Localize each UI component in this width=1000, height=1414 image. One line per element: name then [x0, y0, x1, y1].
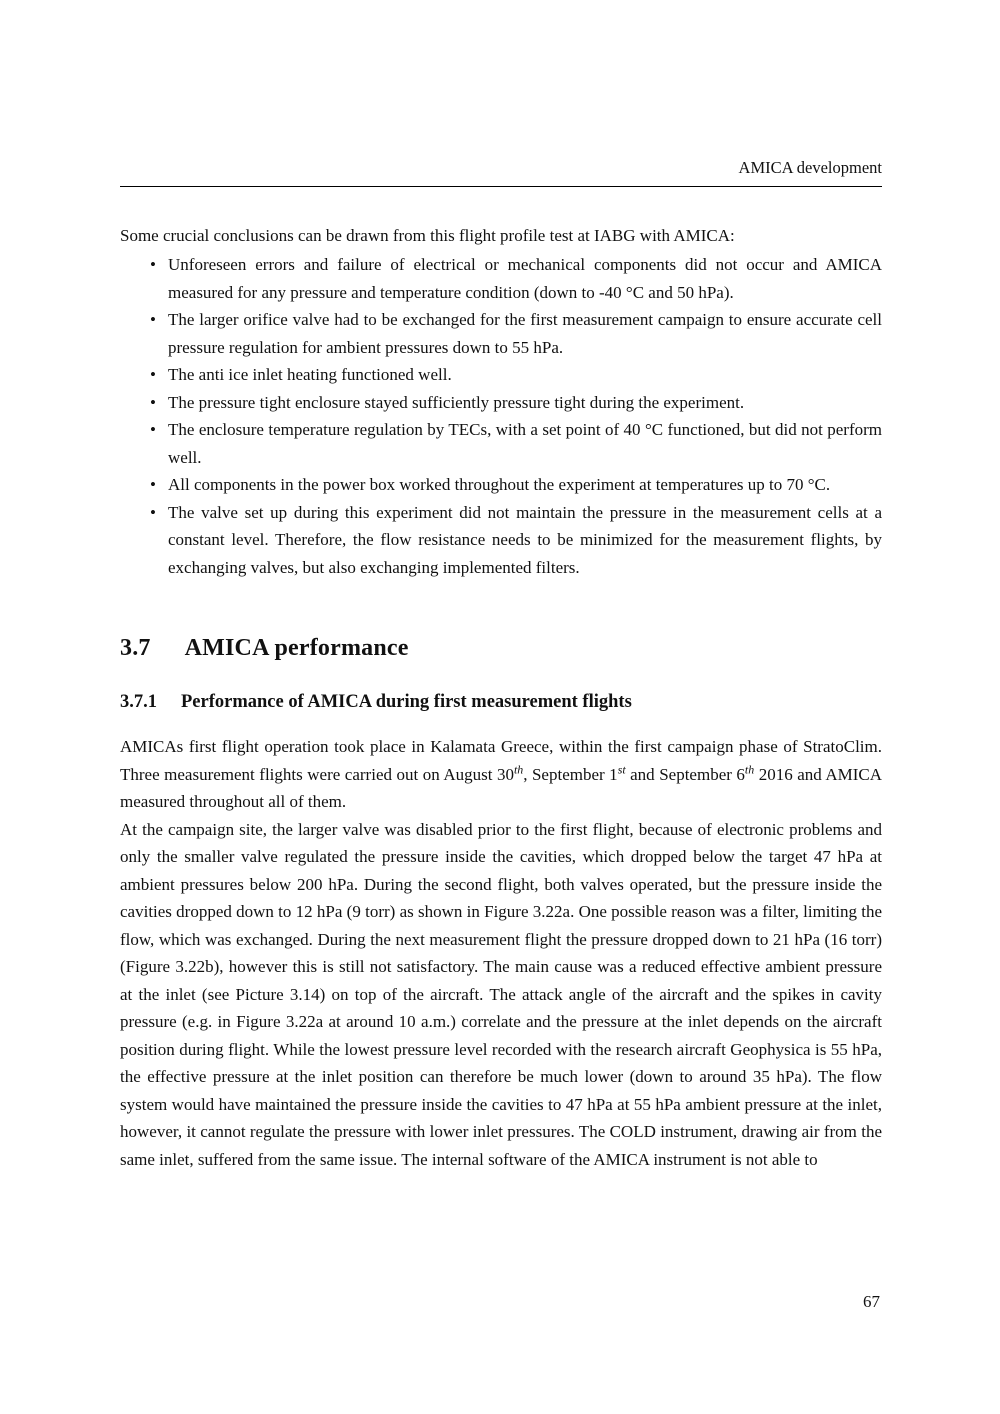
- bullet-item: • The larger orifice valve had to be exchanged for the first measurement campaign to ensure accurate cell pressure regulation for ambient pressures down to 55 hPa.: [120, 306, 882, 361]
- section-heading: [120, 635, 882, 662]
- page-number: 67: [863, 1292, 880, 1311]
- paragraph-first-flights: [120, 733, 882, 816]
- bullet-item: • The pressure tight enclosure stayed sufficiently pressure tight during the experiment.: [120, 389, 882, 417]
- subsection-number: 3.7.1: [120, 692, 157, 713]
- conclusions-list: [120, 251, 882, 581]
- intro-paragraph: Some crucial conclusions can be drawn from this flight profile test at IABG with AMICA:: [120, 225, 735, 245]
- text-segment: and September 6: [625, 764, 745, 784]
- section-title: AMICA performance: [184, 635, 409, 662]
- bullet-item: • All components in the power box worked throughout the experiment at temperatures up to 70 °C.: [120, 471, 882, 499]
- header-rule: [120, 186, 882, 187]
- bullet-item: • Unforeseen errors and failure of electrical or mechanical components did not occur and AMICA measured for any pressure and temperature condition (down to -40 °C and 50 hPa).: [120, 251, 882, 306]
- text-segment: AMICAs first flight operation took place in Kalamata Greece, within the first campaign phase of StratoClim. Three measurement flights were carried out on August 30: [120, 737, 882, 784]
- subsection-title: Performance of AMICA during first measurement flights: [181, 692, 632, 713]
- text-segment: 2016 and AMICA measured throughout all of them.: [120, 764, 882, 812]
- text-segment: , September 1: [523, 764, 618, 784]
- superscript: st: [617, 762, 626, 777]
- bullet-item: • The enclosure temperature regulation by TECs, with a set point of 40 °C functioned, but did not perform well.: [120, 416, 882, 471]
- bullet-item: • The valve set up during this experiment did not maintain the pressure in the measurement cells at a constant level. Therefore, the flow resistance needs to be minimized for the measurement flights, by exchanging valves, but also exchanging implemented filters.: [120, 499, 882, 582]
- running-header: [120, 158, 882, 178]
- superscript: th: [513, 762, 524, 777]
- subsection-heading: [120, 692, 882, 713]
- bullet-item: • The anti ice inlet heating functioned well.: [120, 361, 882, 389]
- section-number: 3.7: [120, 635, 151, 662]
- paragraph-campaign-site: At the campaign site, the larger valve was disabled prior to the first flight, because of electronic problems and only the smaller valve regulated the pressure inside the cavities, which dropped below the target 47 hPa at ambient pressures below 200 hPa. During the second flight, both valves operated, but the pressure inside the cavities dropped down to 12 hPa (9 torr) as shown in Figure 3.22a. One possible reason was a filter, limiting the flow, which was exchanged. During the next measurement flight the pressure dropped down to 21 hPa (16 torr) (Figure 3.22b), however this is still not satisfactory. The main cause was a reduced effective ambient pressure at the inlet (see Picture 3.14) on top of the aircraft. The attack angle of the aircraft and the spikes in cavity pressure (e.g. in Figure 3.22a at around 10 a.m.) correlate and the pressure at the inlet depends on the aircraft position during flight. While the lowest pressure level recorded with the research aircraft Geophysica is 55 hPa, the effective pressure at the inlet position can therefore be much lower (down to around 35 hPa). The flow system would have maintained the pressure inside the cavities to 47 hPa at 55 hPa ambient pressure at the inlet, however, it cannot regulate the pressure with lower inlet pressures. The COLD instrument, drawing air from the same inlet, suffered from the same issue. The internal software of the AMICA instrument is not able to: [120, 819, 882, 1169]
- superscript: th: [744, 762, 755, 777]
- running-header-text: AMICA development: [738, 158, 882, 177]
